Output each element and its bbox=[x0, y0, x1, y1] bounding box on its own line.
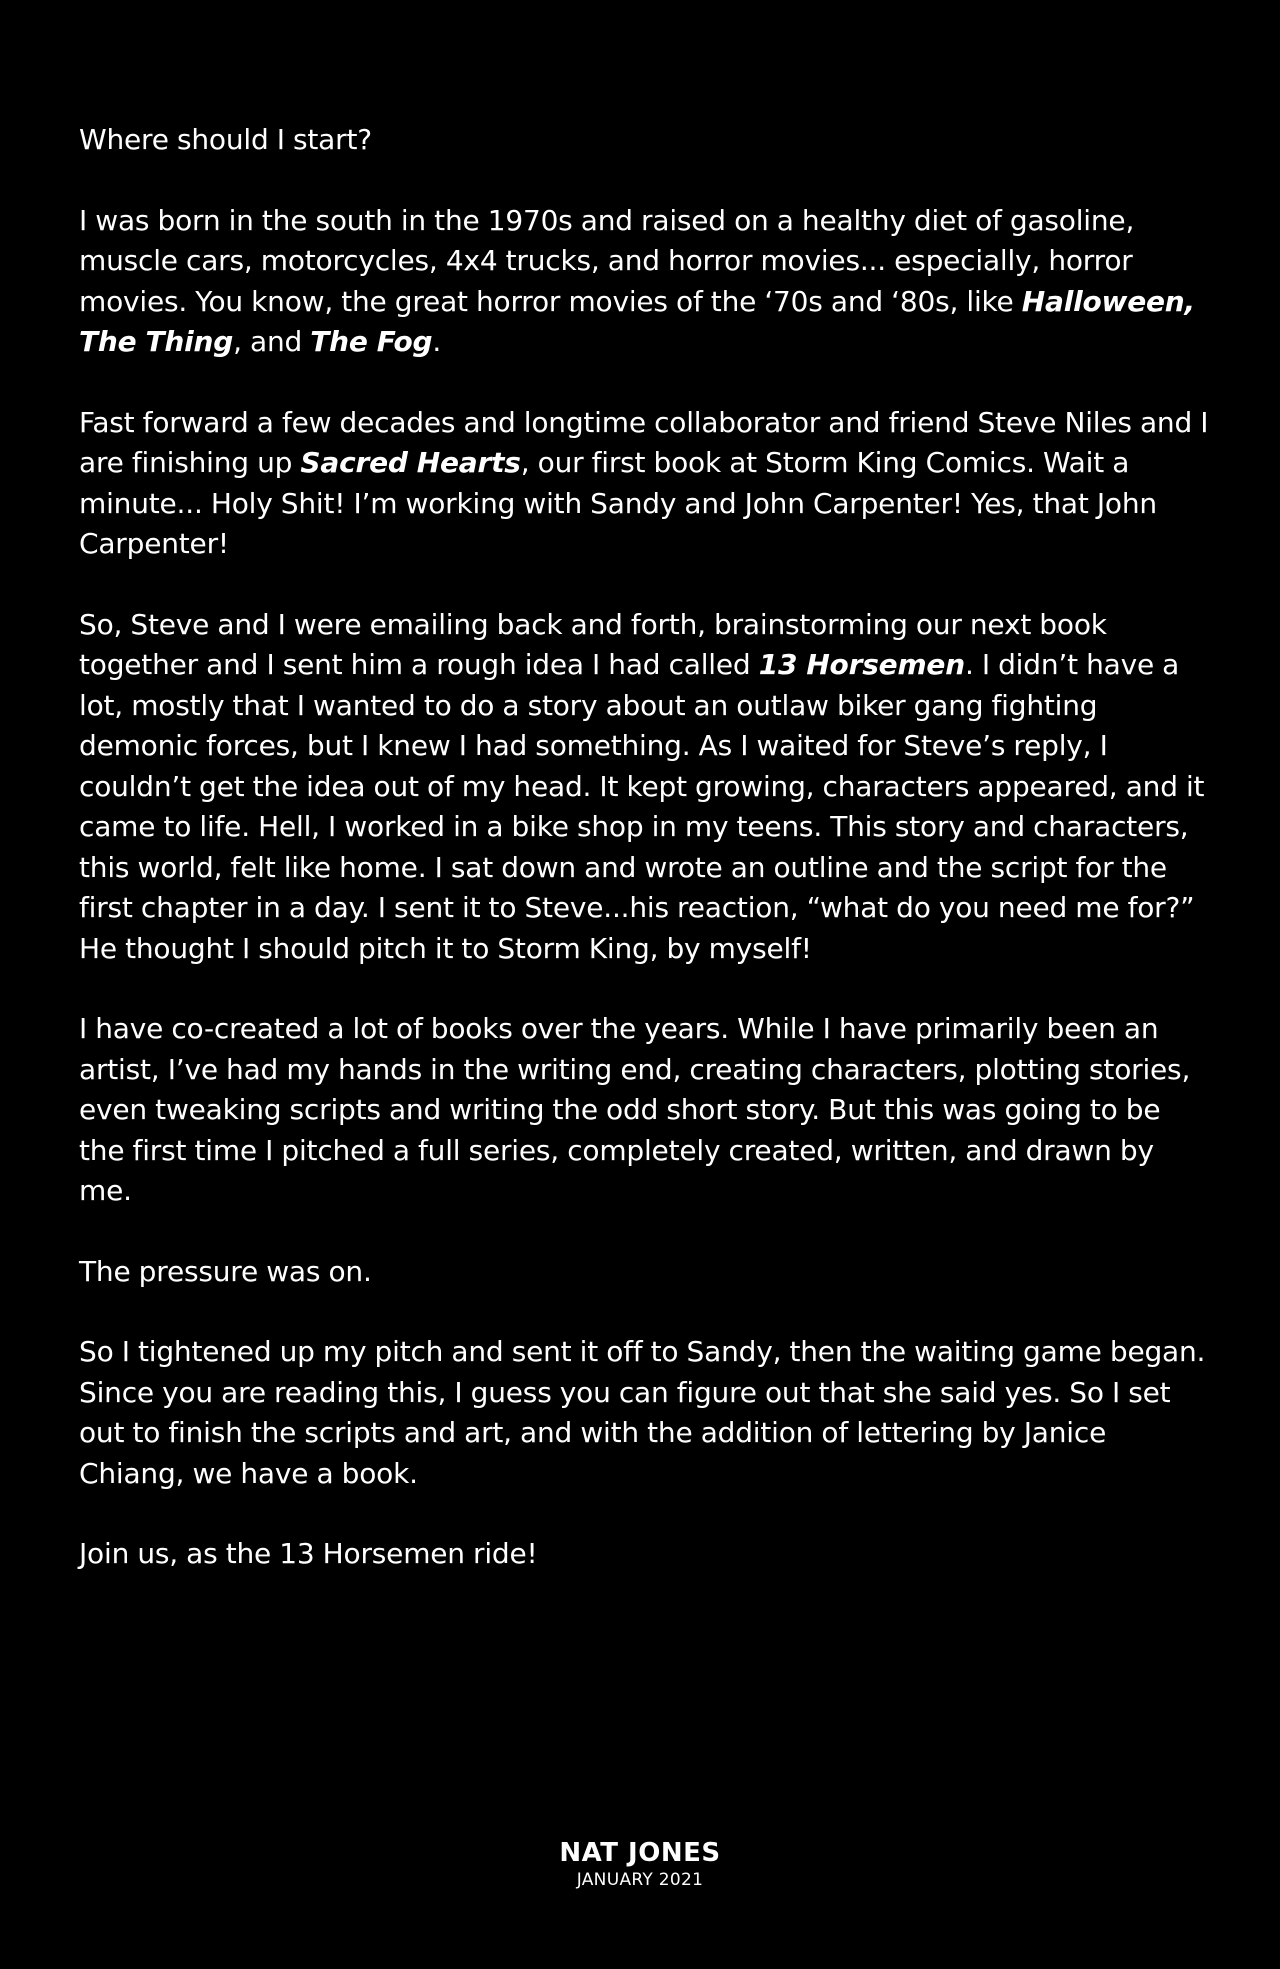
paragraph-co-created-text: I have co-created a lot of books over the years. While I have primarily been an artist, I’ve had my hands in the writing end, creating characters, plotting stories, even tweaking scripts and writing the odd short story. But this was going to be the first time I pitched a full series, completely created, written, and drawn by me. bbox=[79, 1012, 1191, 1207]
paragraph-intro bbox=[79, 120, 1209, 161]
paragraph-horsemen-origin-rest: . I didn’t have a lot, mostly that I wanted to do a story about an outlaw biker gang fighting demonic forces, but I knew I had something. As I waited for Steve’s reply, I couldn’t get the idea out of my head. It kept growing, characters appeared, and it came to life. Hell, I worked in a bike shop in my teens. This story and characters, this world, felt like home. I sat down and wrote an outline and the script for the first chapter in a day. I sent it to Steve...his reaction, “what do you need me for?” He thought I should pitch it to Storm King, by myself! bbox=[79, 648, 1205, 965]
letter-body bbox=[79, 120, 1209, 1615]
movie-titles-halloween-thing: Halloween, The Thing bbox=[79, 284, 1195, 358]
paragraph-childhood bbox=[79, 201, 1209, 363]
paragraph-closing bbox=[79, 1534, 1209, 1575]
paragraph-pitch bbox=[79, 1332, 1209, 1494]
paragraph-sacred-hearts-text: Fast forward a few decades and longtime collaborator and friend Steve Niles and I are finishing up bbox=[79, 405, 1209, 479]
signature-date: JANUARY 2021 bbox=[576, 1870, 704, 1890]
signature-block bbox=[0, 1838, 1280, 1890]
paragraph-pressure bbox=[79, 1252, 1209, 1293]
paragraph-pitch-text: So I tightened up my pitch and sent it off to Sandy, then the waiting game began. Since you are reading this, I guess you can figure out that she said yes. So I set out to finish the scripts and art, and with the addition of lettering by Janice Chiang, we have a book. bbox=[79, 1335, 1206, 1490]
paragraph-pressure-text: The pressure was on. bbox=[79, 1254, 372, 1288]
paragraph-horsemen-origin-text: So, Steve and I were emailing back and forth, brainstorming our next book together and I sent him a rough idea I had called bbox=[79, 607, 1107, 681]
paragraph-co-created bbox=[79, 1009, 1209, 1212]
movie-title-the-fog: The Fog bbox=[310, 325, 433, 358]
paragraph-childhood-end: . bbox=[432, 325, 442, 358]
paragraph-closing-text: Join us, as the 13 Horsemen ride! bbox=[79, 1537, 538, 1570]
book-title-sacred-hearts: Sacred Hearts bbox=[300, 446, 521, 479]
author-name: NAT JONES bbox=[559, 1838, 721, 1868]
paragraph-sacred-hearts-rest: , our first book at Storm King Comics. Wait a minute... Holy Shit! I’m working with Sandy and John Carpenter! Yes, that John Carpenter! bbox=[79, 446, 1157, 560]
paragraph-sacred-hearts bbox=[79, 403, 1209, 565]
book-title-13-horsemen: 13 Horsemen bbox=[758, 648, 965, 681]
paragraph-horsemen-origin bbox=[79, 605, 1209, 970]
paragraph-childhood-joiner: , and bbox=[233, 325, 311, 358]
paragraph-intro-text: Where should I start? bbox=[79, 123, 372, 156]
paragraph-childhood-text: I was born in the south in the 1970s and raised on a healthy diet of gasoline, muscle cars, motorcycles, 4x4 trucks, and horror movies... especially, horror movies. You know, the great horror movies of the ‘70s and ‘80s, like bbox=[79, 203, 1135, 318]
